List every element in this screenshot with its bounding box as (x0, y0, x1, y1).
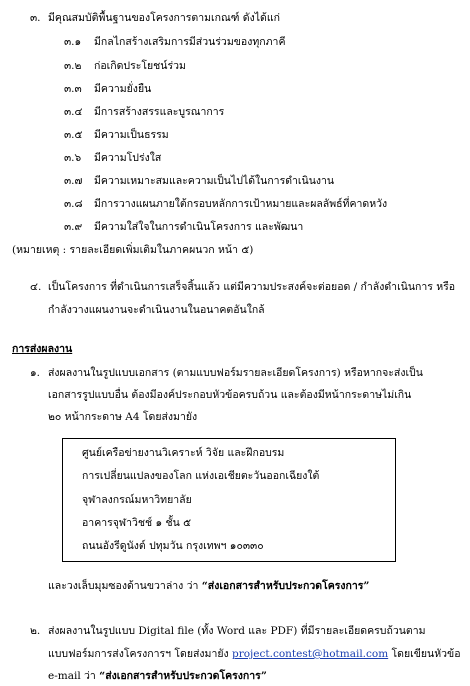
criteria-item-text: มีความเหมาะสมและความเป็นไปได้ในการดำเนินงาน (94, 175, 335, 187)
criteria-item-number: ๓.๖ (64, 152, 82, 164)
criteria-item (64, 175, 335, 188)
section4-line1 (30, 281, 456, 294)
submission-item1-line2: เอกสารรูปแบบอื่น ต้องมีองค์ประกอบหัวข้อครบถ้วน และต้องมีหน้ากระดาษไม่เกิน (48, 389, 412, 401)
address-line: ศูนย์เครือข่ายงานวิเคราะห์ วิจัย และฝึกอบรม (82, 447, 285, 459)
criteria-item-text: มีการวางแผนภายใต้กรอบหลักการเป้าหมายและผลลัพธ์ที่คาดหวัง (94, 198, 388, 210)
envelope-instruction (48, 580, 369, 593)
section4-text: เป็นโครงการ ที่ดำเนินการเสร็จสิ้นแล้ว แต่มีความประสงค์จะต่อยอด / กำลังดำเนินการ หรือ (48, 281, 456, 293)
criteria-item-number: ๓.๑ (64, 36, 82, 48)
section3-header (30, 12, 280, 25)
criteria-item (64, 152, 162, 165)
submission-item1-text: ส่งผลงานในรูปแบบเอกสาร (ตามแบบฟอร์มรายละเอียดโครงการ) หรือหากจะส่งเป็น (48, 367, 423, 379)
submission-item2-line2 (48, 648, 461, 661)
submission-item2-text: ส่งผลงานในรูปแบบ Digital file (ทั้ง Word และ PDF) ที่มีรายละเอียดครบถ้วนตาม (48, 625, 426, 637)
criteria-item-text: มีความยั่งยืน (94, 83, 152, 95)
criteria-item-number: ๓.๗ (64, 175, 83, 187)
address-line: การเปลี่ยนแปลงของโลก แห่งเอเชียตะวันออกเฉียงใต้ (82, 470, 320, 482)
contest-email-link[interactable]: project.contest@hotmail.com (231, 648, 389, 660)
section4-number: ๔. (30, 281, 42, 293)
criteria-item-text: มีความใส่ใจในการดำเนินโครงการ และพัฒนา (94, 221, 304, 233)
criteria-item (64, 129, 169, 142)
criteria-item-text: มีความโปร่งใส (94, 152, 162, 164)
section3-number: ๓. (30, 12, 41, 24)
submission-heading: การส่งผลงาน (12, 343, 73, 355)
criteria-item-text: มีกลไกสร้างเสริมการมีส่วนร่วมของทุกภาคี (94, 36, 286, 48)
criteria-item (64, 221, 304, 234)
submission-item2-line1 (30, 625, 426, 638)
section3-title: มีคุณสมบัติพื้นฐานของโครงการตามเกณฑ์ ดังได้แก่ (48, 12, 280, 24)
submission-item1-line1 (30, 367, 423, 380)
criteria-item-text: มีการสร้างสรรและบูรณาการ (94, 106, 225, 118)
submission-item2-line2-prefix: แบบฟอร์มการส่งโครงการฯ โดยส่งมายัง (48, 648, 232, 660)
email-subject-label: “ส่งเอกสารสำหรับประกวดโครงการ” (99, 670, 267, 682)
criteria-item (64, 60, 186, 73)
address-line: อาคารจุฬาวิชช์ ๑ ชั้น ๕ (82, 517, 192, 529)
criteria-item-text: มีความเป็นธรรม (94, 129, 169, 141)
criteria-item-number: ๓.๔ (64, 106, 83, 118)
criteria-item-number: ๓.๘ (64, 198, 83, 210)
criteria-item-number: ๓.๕ (64, 129, 83, 141)
envelope-instruction-prefix: และวงเล็บมุมซองด้านขวาล่าง ว่า (48, 580, 202, 592)
submission-item2-line3 (48, 670, 267, 683)
envelope-label: “ส่งเอกสารสำหรับประกวดโครงการ” (201, 580, 370, 592)
section4-line2: กำลังวางแผนงานจะดำเนินงานในอนาคตอันใกล้ (48, 304, 265, 316)
address-line: ถนนอังรีดูนังต์ ปทุมวัน กรุงเทพฯ ๑๐๓๓๐ (82, 540, 264, 552)
submission-item2-line2-suffix: โดยเขียนหัวข้อ (388, 648, 461, 660)
criteria-item-number: ๓.๓ (64, 83, 82, 95)
section3-note: (หมายเหตุ : รายละเอียดเพิ่มเติมในภาคผนวก หน้า ๕) (12, 244, 254, 256)
criteria-item-number: ๓.๒ (64, 60, 82, 72)
criteria-item (64, 106, 225, 119)
address-line: จุฬาลงกรณ์มหาวิทยาลัย (82, 494, 192, 506)
submission-item1-number: ๑. (30, 367, 41, 379)
criteria-item (64, 198, 388, 211)
submission-item2-number: ๒. (30, 625, 41, 637)
submission-item2-line3-prefix: e-mail ว่า (48, 670, 100, 682)
criteria-item-number: ๓.๙ (64, 221, 83, 233)
criteria-item-text: ก่อเกิดประโยชน์ร่วม (94, 60, 186, 72)
criteria-item (64, 36, 286, 49)
submission-item1-line3: ๒๐ หน้ากระดาษ A4 โดยส่งมายัง (48, 411, 198, 423)
criteria-item (64, 83, 152, 96)
